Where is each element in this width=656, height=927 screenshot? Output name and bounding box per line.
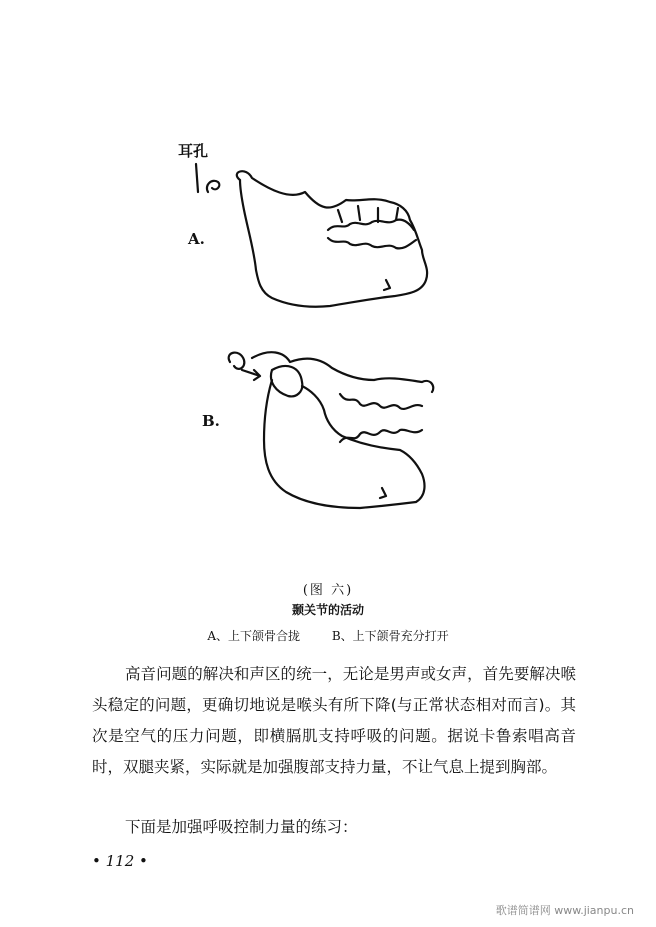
figure-parts xyxy=(0,627,656,644)
chin-mark-a xyxy=(384,280,390,290)
ear-canal-b xyxy=(229,353,245,369)
ear-pointer-line xyxy=(196,164,198,192)
watermark: 歌谱简谱网 www.jianpu.cn xyxy=(495,904,634,917)
jaw-figure xyxy=(160,130,480,550)
figure-part-b: B、上下颌骨充分打开 xyxy=(331,629,449,643)
figure-a-label: A. xyxy=(188,230,205,248)
figure-part-a: A、上下颌骨合拢 xyxy=(207,629,300,643)
ear-arrow-b xyxy=(242,370,260,380)
skull-base-b xyxy=(252,352,433,392)
chin-mark-b xyxy=(380,488,386,498)
body-paragraph-2: 下面是加强呼吸控制力量的练习： xyxy=(125,818,358,836)
figure-b-label: B. xyxy=(202,412,220,430)
lower-teeth-a xyxy=(328,238,416,248)
body-paragraph-1: 高音问题的解决和声区的统一，无论是男声或女声，首先要解决喉头稳定的问题，更确切地说是喉头有所下降(与正常状态相对而言)。其次是空气的压力问题，即横膈肌支持呼吸的问题。据说卡鲁索唱高音时，双腿夹紧，实际就是加强腹部支持力量，不让气息上提到胸部。 xyxy=(92,665,576,776)
ear-canal-a xyxy=(207,181,219,192)
jaw-outline-a xyxy=(237,171,427,307)
figure-subtitle: 颞关节的活动 xyxy=(291,603,364,617)
condyle-b xyxy=(271,366,302,396)
figure-title: (图 六) xyxy=(302,583,354,598)
page-number: • 112 • xyxy=(92,852,148,870)
ear-label: 耳孔 xyxy=(178,142,209,160)
upper-teeth-b xyxy=(340,394,422,409)
tooth-roots-a xyxy=(338,206,398,222)
jaw-illustration xyxy=(160,130,480,550)
